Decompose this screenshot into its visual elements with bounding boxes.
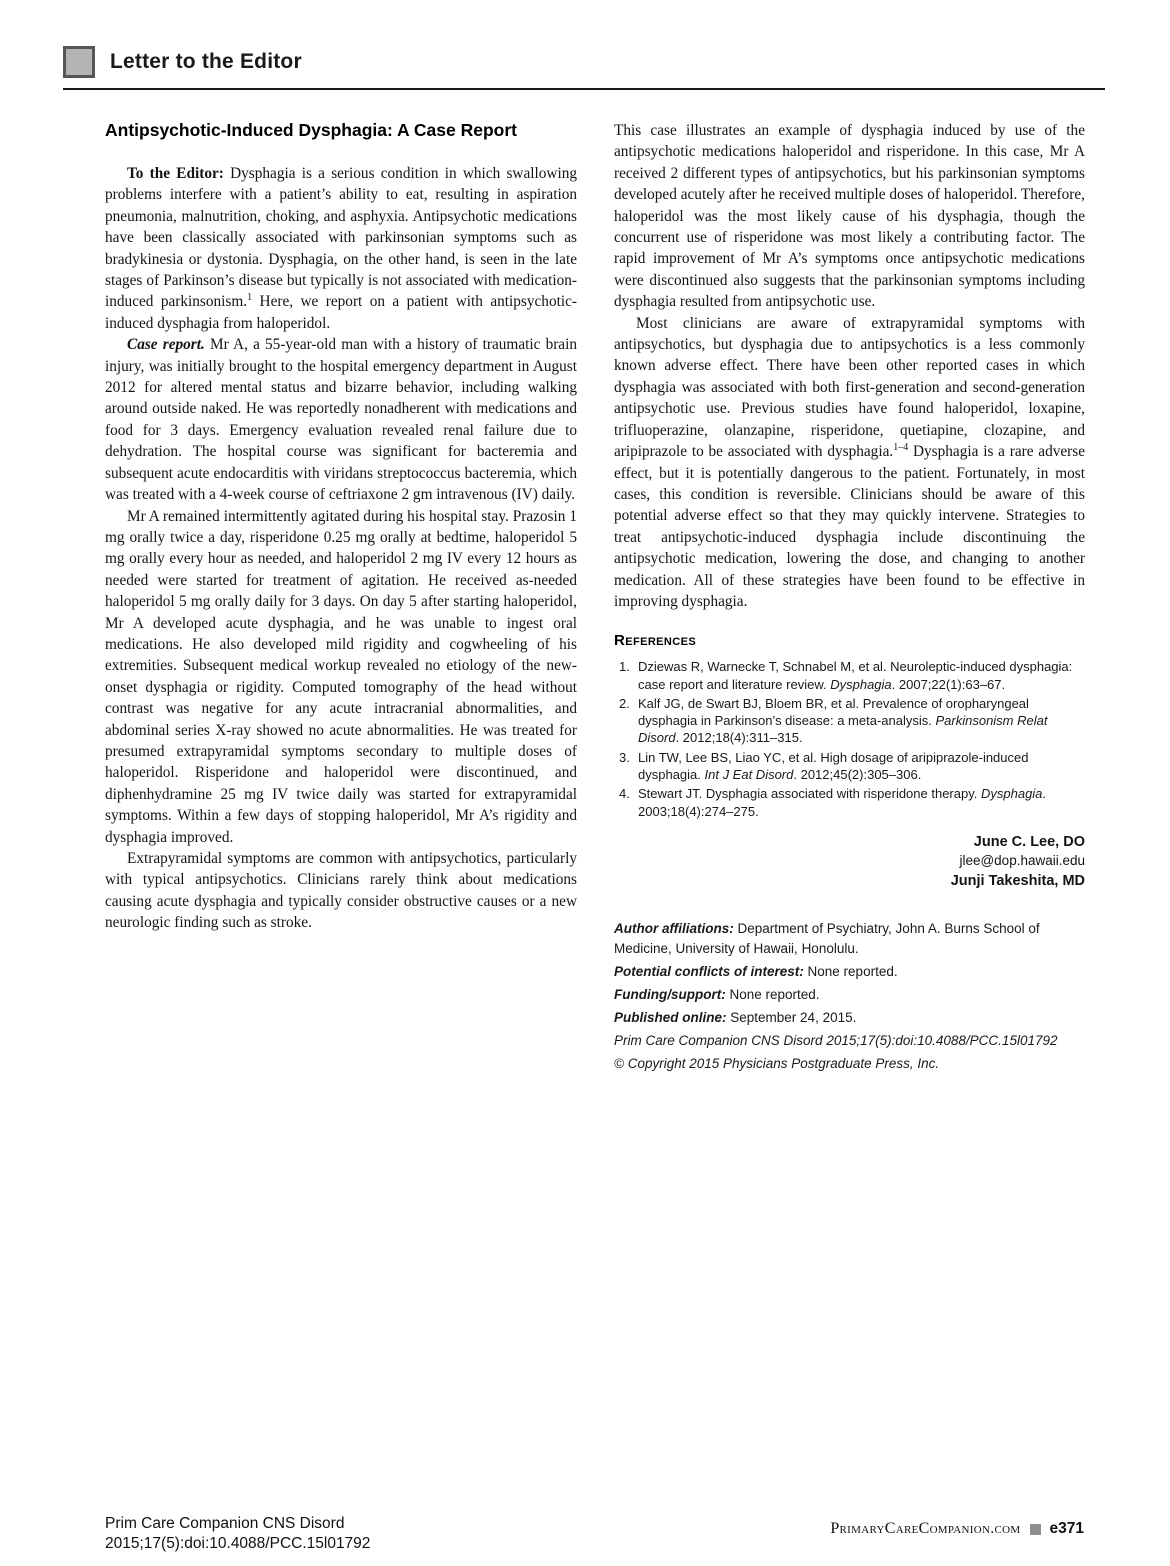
note-published <box>614 1008 1085 1027</box>
reference-citation: . 2012;18(4):311–315. <box>675 730 803 746</box>
paragraph-intro <box>105 163 577 334</box>
paragraph-hospital-course: Mr A remained intermittently agitated during his hospital stay. Prazosin 1 mg orally twice a day, risperidone 0.25 mg orally at bedtime, haloperidol 5 mg orally every hour as needed, and haloperidol 2 mg IV every 12 hours as needed were started for treatment of agitation. He received as-needed haloperidol 5 mg orally daily for 3 days. On day 5 after starting haloperidol, Mr A developed acute dysphagia, and he was unable to ingest oral medications. He also developed mild rigidity and cogwheeling of his extremities. Subsequent medical workup revealed no etiology of the new-onset dysphagia or rigidity. Computed tomography of the head without contrast was negative for any acute intracranial abnormalities, and abdominal series X-ray showed no acute abnormalities. He was treated for presumed extrapyramidal symptoms secondary to multiple doses of haloperidol. Risperidone and haloperidol were discontinued, and diphenhydramine 25 mg IV twice daily was started for extrapyramidal symptoms. Within a few days of stopping haloperidol, Mr A’s rigidity and dysphagia improved. <box>105 507 577 846</box>
reference-citation: . 2003;18(4):274–275. <box>638 786 1047 819</box>
left-column <box>105 120 577 1077</box>
note-funding <box>614 985 1085 1004</box>
right-column <box>614 120 1085 1077</box>
paragraph-clinicians <box>614 313 1085 613</box>
intro-citation-ref: 1 <box>247 292 253 304</box>
footer-right <box>830 1520 1084 1538</box>
footer-journal-line1: Prim Care Companion CNS Disord <box>105 1515 345 1532</box>
reference-item <box>614 658 1085 693</box>
journal-name: Int J Eat Disord <box>704 767 794 783</box>
clinicians-citation-ref: 1–4 <box>893 442 909 453</box>
citation-line: Prim Care Companion CNS Disord 2015;17(5):doi:10.4088/PCC.15l01792 <box>614 1033 1058 1049</box>
note-lead: Potential conflicts of interest: <box>614 963 804 979</box>
note-text: September 24, 2015. <box>726 1009 857 1025</box>
to-the-editor-lead: To the Editor: <box>127 165 224 182</box>
author-name: Junji Takeshita, MD <box>950 873 1085 890</box>
note-text: None reported. <box>803 963 898 979</box>
author-email: jlee@dop.hawaii.edu <box>959 853 1085 869</box>
note-lead: Author affiliations: <box>614 921 734 937</box>
signature-block <box>614 832 1085 891</box>
footer-journal-citation <box>105 1514 370 1554</box>
note-text: Department of Psychiatry, John A. Burns School of Medicine, University of Hawaii, Honolulu. <box>614 921 1040 956</box>
reference-number: 1. <box>619 659 630 675</box>
journal-name: Dysphagia <box>830 676 892 692</box>
intro-text-1: Dysphagia is a serious condition in which swallowing problems interfere with a patient’s ability to eat, resulting in aspiration pneumonia, malnutrition, choking, and asphyxia. Antipsychotic medications have been classically associated with parkinsonian symptoms such as bradykinesia or dystonia. Dysphagia, on the other hand, is seen in the late stages of Parkinson’s disease but typically is not associated with medication-induced parkinsonism. <box>105 165 578 311</box>
paragraph-extrapyramidal: Extrapyramidal symptoms are common with antipsychotics, particularly with typical antipsychotics. Clinicians rarely think about medications causing acute dysphagia and typically consider obstructive causes or a new neurologic finding such as stroke. <box>105 850 577 932</box>
reference-citation: . 2007;22(1):63–67. <box>891 676 1006 692</box>
masthead-rule <box>63 88 1105 90</box>
footer-page-number: e371 <box>1049 1520 1084 1537</box>
article-body <box>105 120 1085 1077</box>
author-notes <box>614 919 1085 1073</box>
case-report-lead: Case report. <box>127 336 205 354</box>
reference-number: 2. <box>619 695 630 711</box>
reference-number: 3. <box>619 749 630 765</box>
intro-text-2: Here, we report on a patient with antipsychotic-induced dysphagia from haloperidol. <box>105 293 577 332</box>
reference-item <box>614 785 1085 820</box>
reference-text: Kalf JG, de Swart BJ, Bloem BR, et al. Prevalence of oropharyngeal dysphagia in Parkinson’s disease: a meta-analysis. <box>638 695 1029 729</box>
note-affiliations <box>614 919 1085 957</box>
clinicians-text-1: Most clinicians are aware of extrapyramidal symptoms with antipsychotics, but dysphagia due to antipsychotics is a less commonly known adverse effect. There have been other reported cases in which dysphagia was associated with both first-generation and second-generation antipsychotic use. Previous studies have found haloperidol, loxapine, trifluoperazine, olanzapine, risperidone, quetiapine, clozapine, and aripiprazole to be associated with dysphagia. <box>614 314 1085 461</box>
reference-citation: . 2012;45(2):305–306. <box>793 767 922 783</box>
journal-name: Dysphagia <box>980 786 1043 802</box>
note-lead: Published online: <box>614 1009 727 1025</box>
case-report-text: Mr A, a 55-year-old man with a history of traumatic brain injury, was initially brought to the hospital emergency department in August 2012 for altered mental status and bizarre behavior, including walking around outside naked. He was reportedly nonadherent with medications and food for 3 days. Emergency evaluation revealed renal failure due to dehydration. The hospital course was significant for bacteremia and subsequent acute endocarditis with viridans streptococcus bacteremia, which was treated with a 4-week course of ceftriaxone 2 gm intravenous (IV) daily. <box>105 336 577 504</box>
masthead <box>63 46 302 78</box>
copyright-line: © Copyright 2015 Physicians Postgraduate Press, Inc. <box>614 1056 940 1072</box>
section-square-icon <box>63 46 95 78</box>
reference-text: Lin TW, Lee BS, Liao YC, et al. High dosage of aripiprazole-induced dysphagia. <box>638 749 1029 783</box>
footer-square-icon <box>1030 1524 1041 1535</box>
paragraph-illustrates: This case illustrates an example of dysphagia induced by use of the antipsychotic medications haloperidol and risperidone. In this case, Mr A received 2 different types of antipsychotics, but his parkinsonian symptoms developed acutely after he received multiple doses of haloperidol. Therefore, haloperidol was the most likely cause of his dysphagia, though the concurrent use of risperidone was most likely a contributing factor. The rapid improvement of Mr A’s symptoms once antipsychotic medications were discontinued also suggests that the parkinsonian symptoms including dysphagia resulted from antipsychotic use. <box>614 122 1085 311</box>
author-name: June C. Lee, DO <box>973 833 1085 850</box>
section-label: Letter to the Editor <box>110 50 302 73</box>
references-heading: References <box>614 632 697 650</box>
reference-text: Dziewas R, Warnecke T, Schnabel M, et al. Neuroleptic-induced dysphagia: case report and literature review. <box>638 659 1073 692</box>
footer-site-name: PrimaryCareCompanion.com <box>830 1520 1021 1537</box>
clinicians-text-2: Dysphagia is a rare adverse effect, but it is potentially dangerous to the patient. Fortunately, in most cases, this condition is reversible. Clinicians should be aware of this potential adverse effect so that they may quickly intervene. Strategies to treat antipsychotic-induced dysphagia include discontinuing the antipsychotic medication, lowering the dose, and changing to another medication. All of these strategies have been found to be effective in improving dysphagia. <box>614 443 1086 610</box>
footer-journal-line2: 2015;17(5):doi:10.4088/PCC.15l01792 <box>105 1535 371 1553</box>
reference-list <box>614 658 1085 820</box>
article-title: Antipsychotic-Induced Dysphagia: A Case Report <box>105 120 517 140</box>
paragraph-case-report <box>105 334 577 505</box>
reference-number: 4. <box>619 786 630 802</box>
journal-name: Parkinsonism Relat Disord <box>638 713 1048 746</box>
reference-item <box>614 749 1085 784</box>
note-conflicts <box>614 962 1085 981</box>
note-lead: Funding/support: <box>614 986 726 1002</box>
reference-item <box>614 695 1085 747</box>
note-text: None reported. <box>725 986 820 1002</box>
reference-text: Stewart JT. Dysphagia associated with risperidone therapy. <box>638 786 981 802</box>
